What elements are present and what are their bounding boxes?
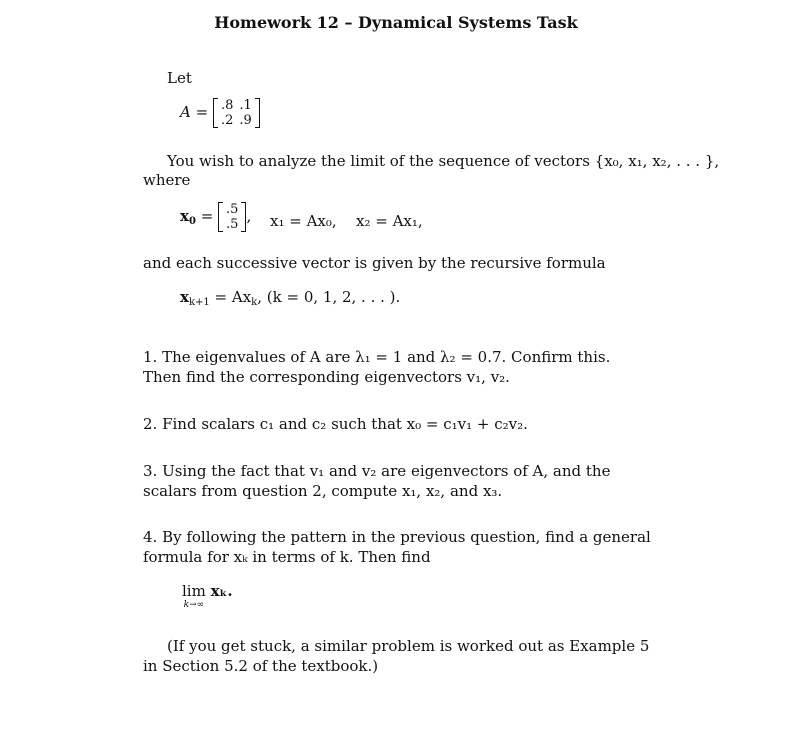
- vector-x0-cell: .5: [226, 202, 239, 217]
- matrix-a-definition: A = .8 .1 .2 .9: [180, 98, 260, 128]
- question-3: 3. Using the fact that v₁ and v₂ are eigenvectors of A, and the scalars from question 2, compute x₁, x₂, and x₃.: [143, 462, 611, 500]
- vector-x0: [218, 202, 246, 232]
- x2-definition: x₂ = Ax₁,: [356, 212, 423, 230]
- question-1: 1. The eigenvalues of A are λ₁ = 1 and λ₂ = 0.7. Confirm this. Then find the corresponding eigenvectors v₁, v₂.: [143, 348, 611, 386]
- matrix-a: [213, 98, 260, 128]
- x1-definition: x₁ = Ax₀,: [270, 212, 337, 230]
- recursive-formula: $x_{k+1} = Ax_k$, (k = 0, 1, 2, . . . ).: [180, 288, 401, 308]
- initial-vector-definition: $x_0$ = .5 .5 ,: [180, 202, 252, 232]
- limit-operator: lim k→∞: [182, 582, 206, 610]
- matrix-a-cell: .2: [220, 113, 234, 128]
- matrix-a-cell: .9: [239, 113, 252, 128]
- matrix-a-cell: .8: [220, 98, 234, 113]
- vector-x0-cell: .5: [226, 217, 239, 232]
- let-label: Let: [167, 69, 192, 87]
- question-4: 4. By following the pattern in the previous question, find a general formula for xₖ in terms of k. Then find: [143, 528, 651, 566]
- help-note: (If you get stuck, a similar problem is worked out as Example 5 in Section 5.2 of the textbook.): [143, 637, 650, 675]
- limit-argument: xₖ.: [210, 582, 233, 600]
- matrix-a-label: A: [180, 103, 191, 121]
- matrix-a-cell: .1: [239, 98, 252, 113]
- intro-line-2: where: [143, 171, 191, 189]
- intro-line-1: You wish to analyze the limit of the sequence of vectors {x₀, x₁, x₂, . . . },: [167, 152, 720, 170]
- recursive-text: and each successive vector is given by the recursive formula: [143, 254, 606, 272]
- page-title: Homework 12 – Dynamical Systems Task: [214, 13, 578, 32]
- question-2: 2. Find scalars c₁ and c₂ such that x₀ = c₁v₁ + c₂v₂.: [143, 415, 528, 433]
- limit-expression: [182, 582, 233, 610]
